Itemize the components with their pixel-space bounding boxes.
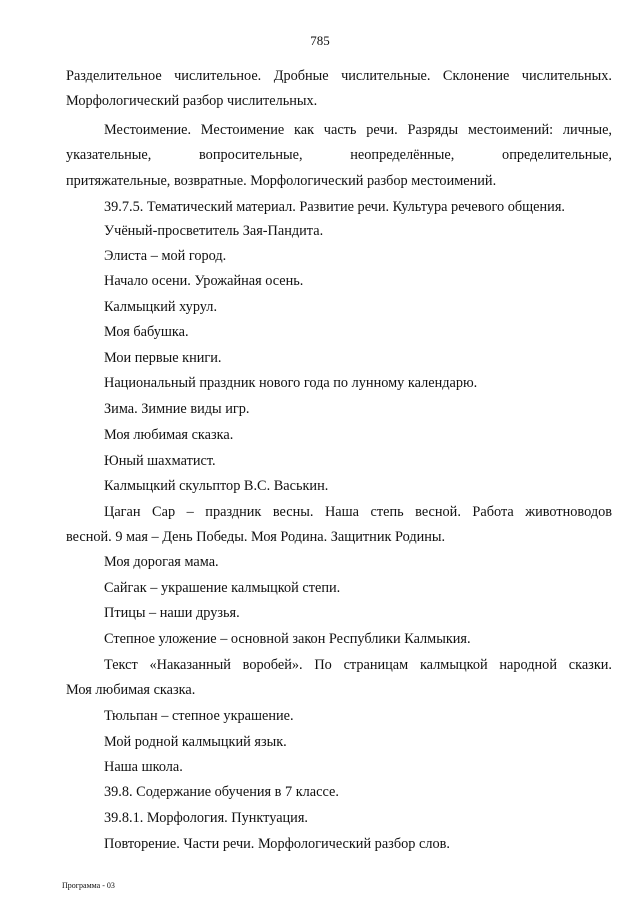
word: указательные, <box>66 147 152 163</box>
word: вопросительные, <box>199 147 303 163</box>
topic-item: Зима. Зимние виды игр. <box>104 401 250 417</box>
word: неопределённые, <box>350 147 455 163</box>
text-line: Текст «Наказанный воробей». По страницам калмыцкой народной сказки. <box>104 657 612 673</box>
text-line: Моя любимая сказка. <box>66 682 196 698</box>
topic-item: Сайгак – украшение калмыцкой степи. <box>104 580 341 596</box>
topic-item: Моя любимая сказка. <box>104 427 234 443</box>
text-line: Морфологический разбор числительных. <box>66 93 318 109</box>
topic-item: Национальный праздник нового года по лунному календарю. <box>104 375 478 391</box>
topic-item: Мой родной калмыцкий язык. <box>104 734 287 750</box>
text-line-justified <box>66 146 612 164</box>
topic-item: Калмыцкий скульптор В.С. Васькин. <box>104 478 329 494</box>
section-heading: 39.8.1. Морфология. Пунктуация. <box>104 810 308 826</box>
topic-item: Учёный-просветитель Зая-Пандита. <box>104 223 324 239</box>
topic-item: Моя дорогая мама. <box>104 554 219 570</box>
text-line: Цаган Сар – праздник весны. Наша степь весной. Работа животноводов <box>104 504 612 520</box>
section-heading: 39.8. Содержание обучения в 7 классе. <box>104 784 339 800</box>
text-line: Местоимение. Местоимение как часть речи. Разряды местоимений: личные, <box>104 122 612 138</box>
topic-item: Птицы – наши друзья. <box>104 605 240 621</box>
topic-item: Элиста – мой город. <box>104 248 227 264</box>
topic-item: Тюльпан – степное украшение. <box>104 708 294 724</box>
topic-item: Моя бабушка. <box>104 324 189 340</box>
text-line: Разделительное числительное. Дробные числительные. Склонение числительных. <box>66 68 612 84</box>
topic-item: Начало осени. Урожайная осень. <box>104 273 304 289</box>
section-heading: 39.7.5. Тематический материал. Развитие речи. Культура речевого общения. <box>104 199 565 215</box>
topic-item: Наша школа. <box>104 759 183 775</box>
page-number: 785 <box>310 33 330 48</box>
page-footer: Программа - 03 <box>62 881 115 890</box>
topic-item: Степное уложение – основной закон Республики Калмыкия. <box>104 631 471 647</box>
topic-item: Калмыцкий хурул. <box>104 299 218 315</box>
topic-item: Юный шахматист. <box>104 453 216 469</box>
text-line: притяжательные, возвратные. Морфологический разбор местоимений. <box>66 173 497 189</box>
text-line: Повторение. Части речи. Морфологический разбор слов. <box>104 836 450 852</box>
text-line: весной. 9 мая – День Победы. Моя Родина. Защитник Родины. <box>66 529 446 545</box>
topic-item: Мои первые книги. <box>104 350 222 366</box>
word: определительные, <box>502 147 612 163</box>
